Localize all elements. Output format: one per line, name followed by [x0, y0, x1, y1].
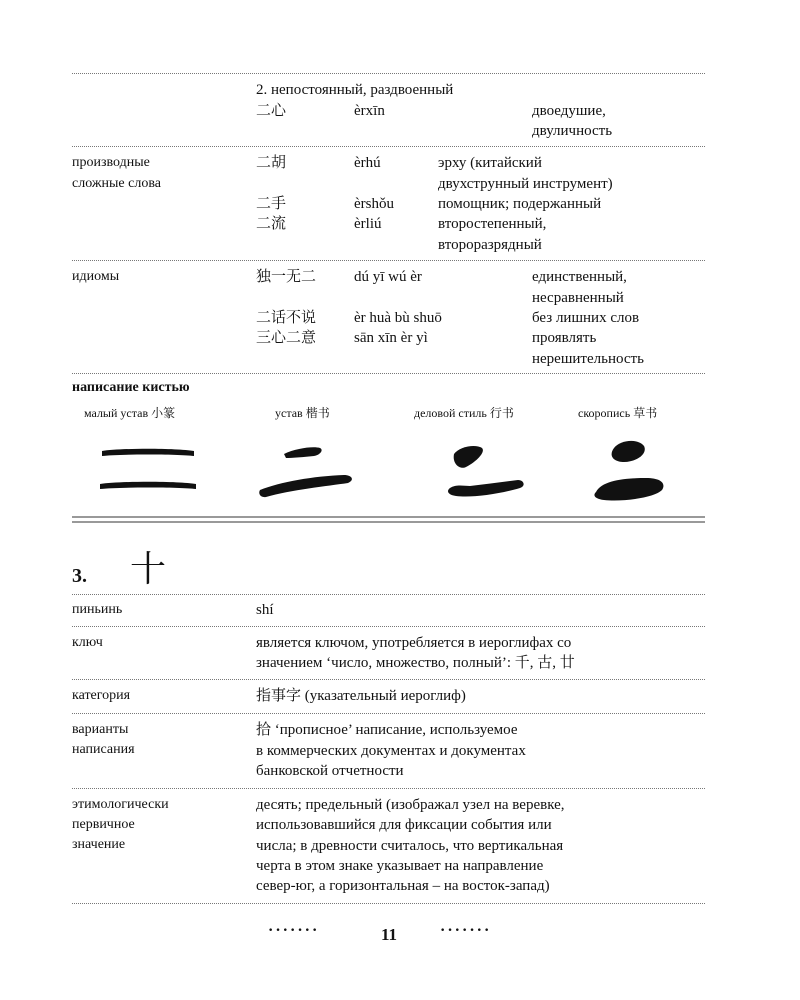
row-label: написания — [72, 742, 135, 757]
compound-translation: второразрядный — [438, 237, 542, 253]
compound-char: 二手 — [256, 196, 287, 212]
compound-translation: двоедушие, — [532, 103, 606, 119]
footer-dots-left: ······· — [268, 922, 320, 939]
brush-heading: написание кистью — [72, 380, 190, 395]
book-page — [72, 0, 705, 1000]
row-divider — [72, 626, 705, 627]
etymology-value: числа; в древности считалось, что вертикальная — [256, 838, 564, 854]
row-label: значение — [72, 837, 126, 852]
section-separator — [72, 521, 705, 523]
brush-style-label: устав 楷书 — [275, 406, 330, 420]
compound-translation: двуличность — [532, 123, 613, 139]
idiom-translation: единственный, — [532, 269, 627, 285]
compound-pinyin: èrhú — [354, 155, 381, 171]
compound-translation: второстепенный, — [438, 216, 547, 232]
row-label: первичное — [72, 817, 135, 832]
idiom-pinyin: dú yī wú èr — [354, 269, 422, 285]
etymology-value: десять; предельный (изображал узел на веревке, — [256, 797, 565, 813]
row-label: категория — [72, 688, 131, 703]
etymology-value: черта в этом знаке указывает на направление — [256, 858, 544, 874]
running-script-er-image — [442, 440, 532, 504]
row-label: сложные слова — [72, 176, 161, 191]
idiom-translation: несравненный — [532, 290, 624, 306]
row-divider — [72, 594, 705, 595]
row-divider — [72, 260, 705, 261]
row-divider — [72, 788, 705, 789]
etymology-value: использовавшийся для фиксации события или — [256, 817, 552, 833]
row-divider — [72, 679, 705, 680]
row-divider — [72, 73, 705, 74]
key-value: значением ‘число, множество, полный’: 千, 古, 廿 — [256, 655, 575, 671]
footer-dots-right: ······· — [440, 922, 492, 939]
brush-style-label: малый устав 小篆 — [84, 406, 176, 420]
entry-number: 3. — [72, 565, 87, 587]
row-label: варианты — [72, 722, 129, 737]
variants-value: банковской отчетности — [256, 763, 404, 779]
key-value: является ключом, употребляется в иероглифах со — [256, 635, 572, 651]
meaning-2-heading: 2. непостоянный, раздвоенный — [256, 82, 454, 98]
idiom-translation: нерешительность — [532, 351, 644, 367]
idiom-pinyin: èr huà bù shuō — [354, 310, 442, 326]
brush-style-label: скоропись 草书 — [578, 406, 658, 420]
compound-translation: помощник; подержанный — [438, 196, 602, 212]
idiom-char: 二话不说 — [256, 310, 317, 326]
variants-value: 拾 ‘прописное’ написание, используемое — [256, 722, 518, 738]
variants-value: в коммерческих документах и документах — [256, 743, 526, 759]
entry-character: 十 — [130, 549, 167, 589]
compound-pinyin: èrxīn — [354, 103, 385, 119]
compound-char: 二心 — [256, 103, 287, 119]
seal-script-er-image — [100, 445, 196, 495]
row-label: ключ — [72, 635, 103, 650]
brush-style-label: деловой стиль 行书 — [414, 406, 514, 420]
row-divider — [72, 146, 705, 147]
idiom-char: 独一无二 — [256, 269, 317, 285]
row-divider — [72, 373, 705, 374]
row-label: производные — [72, 155, 150, 170]
row-divider — [72, 713, 705, 714]
row-label: пиньинь — [72, 602, 123, 617]
idiom-char: 三心二意 — [256, 330, 317, 346]
row-label: идиомы — [72, 269, 120, 284]
compound-char: 二流 — [256, 216, 287, 232]
idiom-translation: без лишних слов — [532, 310, 640, 326]
pinyin-value: shí — [256, 602, 274, 618]
row-divider — [72, 903, 705, 904]
compound-translation: эрху (китайский — [438, 155, 542, 171]
regular-script-er-image — [258, 442, 358, 502]
compound-translation: двухструнный инструмент) — [438, 176, 613, 192]
idiom-translation: проявлять — [532, 330, 597, 346]
compound-char: 二胡 — [256, 155, 287, 171]
page-number: 11 — [381, 925, 398, 944]
section-separator — [72, 516, 705, 518]
compound-pinyin: èrshǒu — [354, 196, 394, 212]
category-value: 指事字 (указательный иероглиф) — [256, 688, 466, 704]
compound-pinyin: èrliú — [354, 216, 382, 232]
etymology-value: север-юг, а горизонтальная – на восток-запад) — [256, 878, 550, 894]
row-label: этимологически — [72, 797, 169, 812]
idiom-pinyin: sān xīn èr yì — [354, 330, 428, 346]
cursive-script-er-image — [592, 436, 672, 506]
